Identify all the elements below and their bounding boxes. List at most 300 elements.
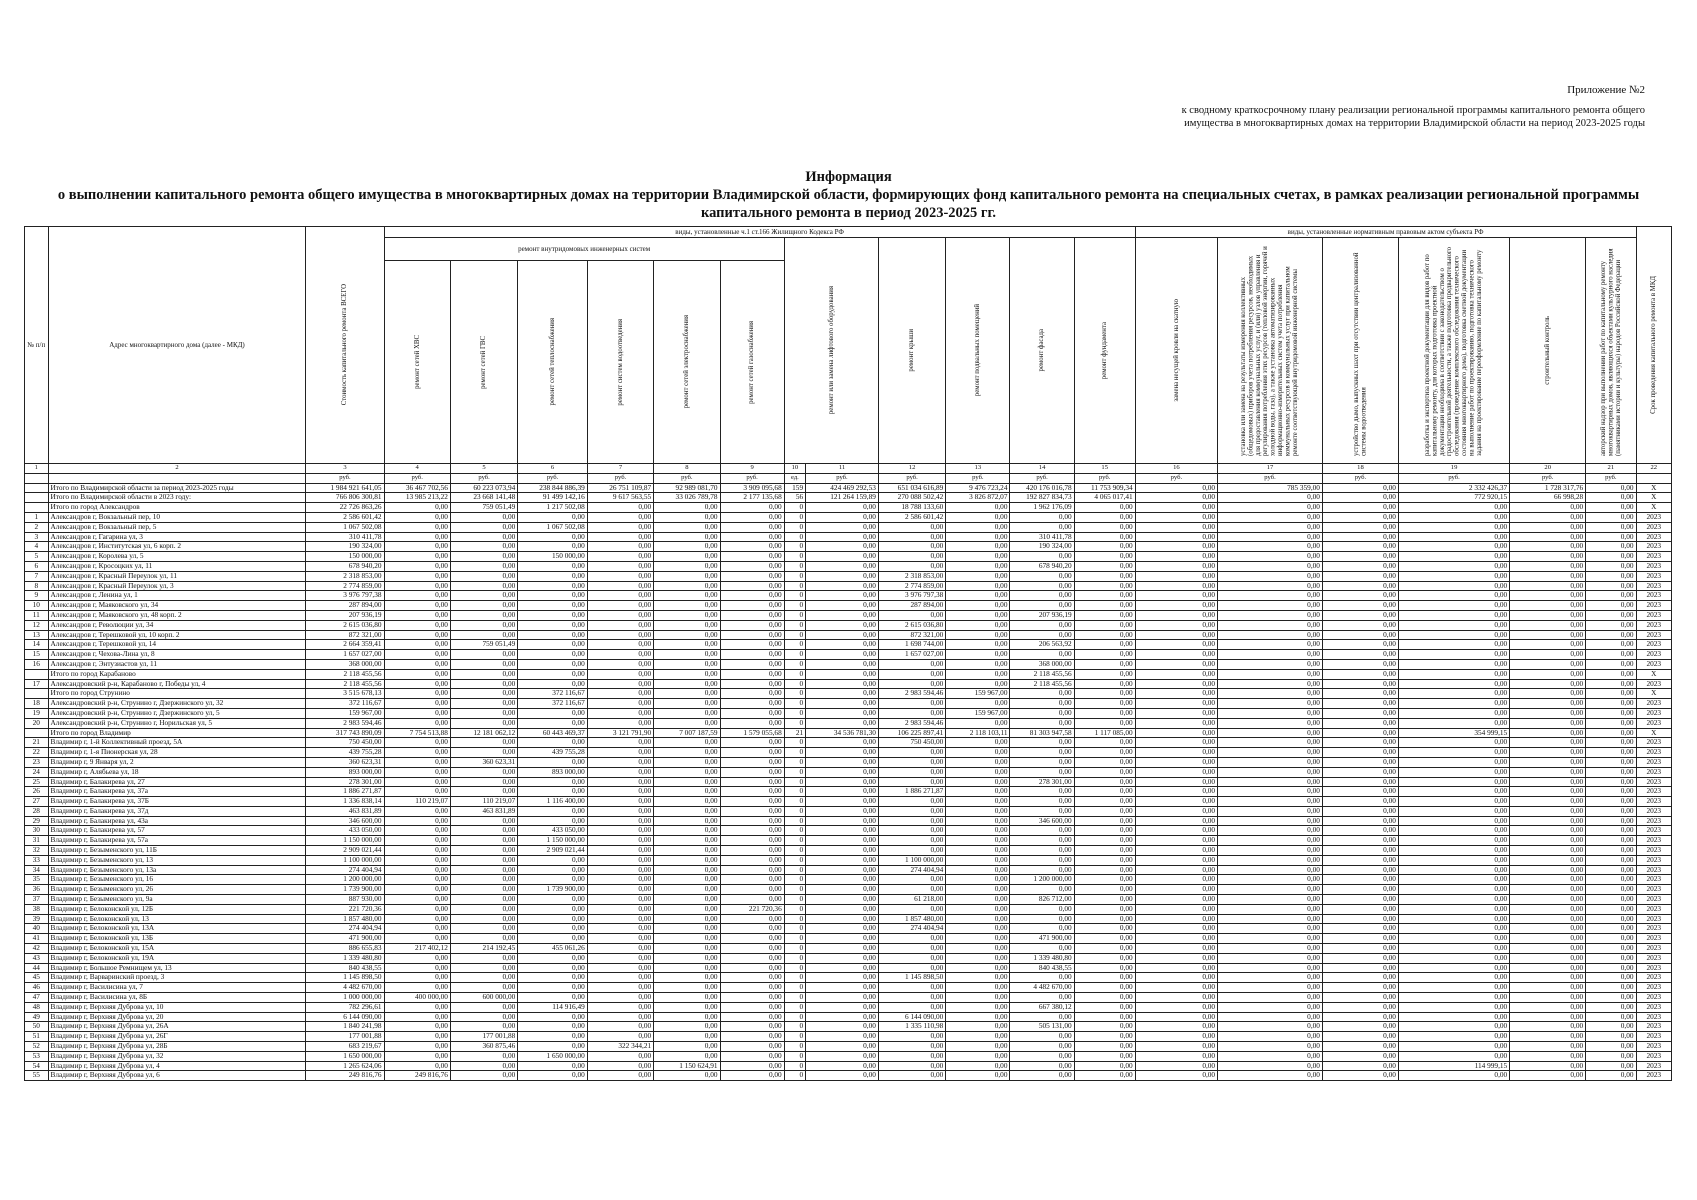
value-cell: 0,00 xyxy=(1586,924,1636,934)
value-cell: 0,00 xyxy=(1218,914,1323,924)
value-cell: 0,00 xyxy=(1322,728,1398,738)
row-number-cell: 55 xyxy=(25,1071,49,1081)
value-cell: 0,00 xyxy=(587,1022,653,1032)
value-cell: 0,00 xyxy=(806,924,879,934)
value-cell: 6 144 090,00 xyxy=(306,1012,384,1022)
row-number-cell: 42 xyxy=(25,944,49,954)
value-cell: 439 755,28 xyxy=(518,748,588,758)
value-cell: 0,00 xyxy=(946,1071,1010,1081)
value-cell: 0,00 xyxy=(518,757,588,767)
value-cell: 0,00 xyxy=(587,1061,653,1071)
value-cell: 0,00 xyxy=(450,836,517,846)
value-cell: 0,00 xyxy=(1398,630,1509,640)
value-cell: 0,00 xyxy=(1218,953,1323,963)
value-cell: 2 983 594,46 xyxy=(878,718,945,728)
row-number-cell: 16 xyxy=(25,659,49,669)
value-cell: 2023 xyxy=(1636,630,1671,640)
value-cell: 346 600,00 xyxy=(1010,816,1074,826)
value-cell: 2023 xyxy=(1636,885,1671,895)
value-cell: 0,00 xyxy=(1586,885,1636,895)
value-cell: 0,00 xyxy=(450,953,517,963)
value-cell: 2 774 859,00 xyxy=(878,581,945,591)
value-cell: 0,00 xyxy=(1586,561,1636,571)
value-cell: 0,00 xyxy=(720,914,784,924)
value-cell: 0,00 xyxy=(587,787,653,797)
value-cell: 0,00 xyxy=(1586,914,1636,924)
value-cell: 0,00 xyxy=(1510,748,1586,758)
value-cell: 0,00 xyxy=(1010,601,1074,611)
value-cell: 0,00 xyxy=(450,659,517,669)
value-cell: 0,00 xyxy=(1398,826,1509,836)
value-cell: 439 755,28 xyxy=(306,748,384,758)
value-cell: 0,00 xyxy=(1010,806,1074,816)
value-cell: 0,00 xyxy=(1010,767,1074,777)
value-cell: 0,00 xyxy=(1398,993,1509,1003)
address-cell: Владимир г, Василисина ул, 7 xyxy=(48,983,306,993)
value-cell: 1 200 000,00 xyxy=(306,875,384,885)
value-cell: 0,00 xyxy=(946,944,1010,954)
header-group-regional: виды, установленные нормативным правовым актом субъекта РФ xyxy=(1135,227,1636,238)
row-number-cell: 10 xyxy=(25,601,49,611)
value-cell: 0,00 xyxy=(878,532,945,542)
value-cell: 0,00 xyxy=(1218,1032,1323,1042)
value-cell: 81 303 947,58 xyxy=(1010,728,1074,738)
value-cell: 1 857 480,00 xyxy=(306,914,384,924)
table-row xyxy=(25,993,1672,1003)
value-cell: 0,00 xyxy=(806,846,879,856)
value-cell: 177 001,88 xyxy=(450,1032,517,1042)
value-cell: 0,00 xyxy=(1218,1022,1323,1032)
value-cell: 683 219,67 xyxy=(306,1042,384,1052)
value-cell: 0,00 xyxy=(654,561,720,571)
value-cell: 1 335 110,98 xyxy=(878,1022,945,1032)
total-row xyxy=(25,669,1672,679)
value-cell: 0,00 xyxy=(1074,1022,1135,1032)
value-cell: 0,00 xyxy=(878,561,945,571)
value-cell: 0,00 xyxy=(1398,944,1509,954)
address-cell: Итого по город Александров xyxy=(48,503,306,513)
value-cell: 0,00 xyxy=(518,1061,588,1071)
value-cell: 0 xyxy=(784,806,805,816)
value-cell: 0 xyxy=(784,855,805,865)
value-cell: 0,00 xyxy=(587,1051,653,1061)
value-cell: 0,00 xyxy=(946,846,1010,856)
value-cell: 0,00 xyxy=(587,904,653,914)
value-cell: 1 100 000,00 xyxy=(306,855,384,865)
value-cell: 0 xyxy=(784,787,805,797)
document-subtitle: о выполнении капитального ремонта общего имущества в многоквартирных домах на территории Владимирской области, формирующих фонд капитального ремонта на специальных счетах, в рамках реализации региональной программы капитального ремонта в период 2023-2025 гг. xyxy=(57,187,1640,221)
table-row xyxy=(25,797,1672,807)
value-cell: 0,00 xyxy=(1010,1071,1074,1081)
value-cell: 0,00 xyxy=(1074,846,1135,856)
value-cell: 0,00 xyxy=(1322,797,1398,807)
value-cell: 424 469 292,53 xyxy=(806,483,879,493)
value-cell: 354 999,15 xyxy=(1398,728,1509,738)
value-cell: 0,00 xyxy=(1398,591,1509,601)
value-cell: 177 001,88 xyxy=(306,1032,384,1042)
value-cell: 0,00 xyxy=(1398,1012,1509,1022)
value-cell: 0,00 xyxy=(1218,1051,1323,1061)
value-cell: 7 007 187,59 xyxy=(654,728,720,738)
row-number-cell: 34 xyxy=(25,865,49,875)
value-cell: 0,00 xyxy=(384,983,450,993)
value-cell: 0,00 xyxy=(1586,777,1636,787)
value-cell: 0,00 xyxy=(946,699,1010,709)
value-cell: 0,00 xyxy=(654,699,720,709)
value-cell: 0,00 xyxy=(587,542,653,552)
value-cell: 114 999,15 xyxy=(1398,1061,1509,1071)
value-cell: 0,00 xyxy=(878,875,945,885)
table-row xyxy=(25,1042,1672,1052)
value-cell: 0,00 xyxy=(587,512,653,522)
value-cell: X xyxy=(1636,493,1671,503)
value-cell: 0,00 xyxy=(1135,855,1217,865)
column-unit xyxy=(48,473,306,483)
value-cell: 0,00 xyxy=(1586,963,1636,973)
table-row xyxy=(25,846,1672,856)
value-cell: 0,00 xyxy=(587,532,653,542)
value-cell: 2023 xyxy=(1636,650,1671,660)
value-cell: 0,00 xyxy=(1074,640,1135,650)
value-cell: 0,00 xyxy=(1074,630,1135,640)
value-cell: 0,00 xyxy=(806,718,879,728)
value-cell: 0,00 xyxy=(946,993,1010,1003)
value-cell: 0,00 xyxy=(654,787,720,797)
column-unit xyxy=(1636,473,1671,483)
value-cell: 0,00 xyxy=(450,1002,517,1012)
value-cell: 0,00 xyxy=(1218,895,1323,905)
value-cell: 0,00 xyxy=(1322,679,1398,689)
value-cell: 1 000 000,00 xyxy=(306,993,384,1003)
table-row xyxy=(25,953,1672,963)
value-cell: 2 318 853,00 xyxy=(878,571,945,581)
value-cell: 0,00 xyxy=(1510,640,1586,650)
value-cell: 0,00 xyxy=(1322,483,1398,493)
value-cell: 1 150 000,00 xyxy=(518,836,588,846)
value-cell: 0,00 xyxy=(1398,924,1509,934)
table-row xyxy=(25,895,1672,905)
value-cell: 0 xyxy=(784,846,805,856)
value-cell: 3 909 095,68 xyxy=(720,483,784,493)
header-col-16 xyxy=(1135,238,1217,464)
value-cell: 2023 xyxy=(1636,699,1671,709)
value-cell: 0,00 xyxy=(1398,1032,1509,1042)
value-cell: 2023 xyxy=(1636,659,1671,669)
value-cell: 0,00 xyxy=(384,659,450,669)
table-row xyxy=(25,748,1672,758)
value-cell: 0,00 xyxy=(587,757,653,767)
value-cell: 0,00 xyxy=(878,767,945,777)
value-cell: 2023 xyxy=(1636,571,1671,581)
value-cell: 2023 xyxy=(1636,953,1671,963)
value-cell: 0,00 xyxy=(1218,963,1323,973)
value-cell: 238 844 886,39 xyxy=(518,483,588,493)
value-cell: 0,00 xyxy=(587,944,653,954)
value-cell: 0,00 xyxy=(1586,601,1636,611)
value-cell: 2023 xyxy=(1636,855,1671,865)
header-col-12 xyxy=(878,238,945,464)
value-cell: 0,00 xyxy=(1074,1032,1135,1042)
value-cell: 0,00 xyxy=(654,816,720,826)
address-cell: Владимир г, Балакирева ул, 43а xyxy=(48,816,306,826)
table-row xyxy=(25,708,1672,718)
value-cell: 0,00 xyxy=(720,797,784,807)
value-cell: 0,00 xyxy=(1586,483,1636,493)
value-cell: 0,00 xyxy=(384,865,450,875)
address-cell: Владимир г, Балакирева ул, 27 xyxy=(48,777,306,787)
value-cell: 2 318 853,00 xyxy=(306,571,384,581)
value-cell: 207 936,19 xyxy=(1010,610,1074,620)
row-number-cell: 26 xyxy=(25,787,49,797)
value-cell: 0,00 xyxy=(946,650,1010,660)
value-cell: 0,00 xyxy=(946,777,1010,787)
value-cell: 0,00 xyxy=(1398,797,1509,807)
value-cell: 0,00 xyxy=(806,542,879,552)
value-cell: 6 144 090,00 xyxy=(878,1012,945,1022)
appendix-title: Приложение №2 xyxy=(1567,84,1645,96)
value-cell: 0,00 xyxy=(1135,1051,1217,1061)
value-cell: 0,00 xyxy=(384,816,450,826)
value-cell: 0,00 xyxy=(450,1022,517,1032)
value-cell: 0,00 xyxy=(1010,718,1074,728)
value-cell: 0,00 xyxy=(518,659,588,669)
address-cell: Владимир г, Белоконской ул, 13Б xyxy=(48,934,306,944)
value-cell: 0,00 xyxy=(1218,748,1323,758)
row-number-cell: 18 xyxy=(25,699,49,709)
value-cell: 0 xyxy=(784,757,805,767)
value-cell: 0,00 xyxy=(1510,885,1586,895)
value-cell: 0,00 xyxy=(587,591,653,601)
value-cell: 0,00 xyxy=(587,895,653,905)
row-number-cell: 29 xyxy=(25,816,49,826)
value-cell: 0,00 xyxy=(806,708,879,718)
value-cell: 0,00 xyxy=(1586,748,1636,758)
value-cell: 1 336 838,14 xyxy=(306,797,384,807)
value-cell: 0,00 xyxy=(1398,983,1509,993)
value-cell: 0,00 xyxy=(1135,483,1217,493)
total-row xyxy=(25,503,1672,513)
value-cell: 0,00 xyxy=(1135,1032,1217,1042)
table-row xyxy=(25,875,1672,885)
value-cell: 0,00 xyxy=(1398,855,1509,865)
value-cell: 0,00 xyxy=(1510,601,1586,611)
value-cell: 0,00 xyxy=(518,806,588,816)
value-cell: 0,00 xyxy=(1510,581,1586,591)
value-cell: 0,00 xyxy=(1322,816,1398,826)
value-cell: 0,00 xyxy=(1586,787,1636,797)
value-cell: 33 026 789,78 xyxy=(654,493,720,503)
value-cell: 0,00 xyxy=(518,924,588,934)
table-row xyxy=(25,1002,1672,1012)
value-cell: 0,00 xyxy=(1398,767,1509,777)
value-cell: 0,00 xyxy=(518,914,588,924)
value-cell: 0,00 xyxy=(1398,836,1509,846)
value-cell: 0,00 xyxy=(878,816,945,826)
value-cell: 0,00 xyxy=(518,708,588,718)
value-cell: 0,00 xyxy=(878,1032,945,1042)
value-cell: 0,00 xyxy=(720,806,784,816)
value-cell: 0,00 xyxy=(1135,1002,1217,1012)
value-cell: 1 265 624,06 xyxy=(306,1061,384,1071)
address-cell: Владимир г, 9 Января ул, 2 xyxy=(48,757,306,767)
value-cell: 0,00 xyxy=(1135,865,1217,875)
value-cell: 0,00 xyxy=(1586,1022,1636,1032)
header-group-federal: виды, установленные ч.1 ст.166 Жилищного Кодекса РФ xyxy=(384,227,1135,238)
value-cell: 0,00 xyxy=(1074,767,1135,777)
value-cell: 0,00 xyxy=(518,542,588,552)
value-cell: 0,00 xyxy=(1398,532,1509,542)
value-cell: 36 467 702,56 xyxy=(384,483,450,493)
value-cell: 0,00 xyxy=(1218,787,1323,797)
value-cell: 0,00 xyxy=(1322,630,1398,640)
value-cell: 0,00 xyxy=(518,650,588,660)
value-cell: 0 xyxy=(784,659,805,669)
value-cell: 0,00 xyxy=(806,983,879,993)
value-cell: 0,00 xyxy=(1586,993,1636,1003)
value-cell: 0,00 xyxy=(720,816,784,826)
row-number-cell xyxy=(25,493,49,503)
value-cell: 0,00 xyxy=(654,895,720,905)
value-cell: 0,00 xyxy=(384,718,450,728)
value-cell: 0,00 xyxy=(946,1061,1010,1071)
value-cell: 2 615 036,80 xyxy=(878,620,945,630)
value-cell: 0,00 xyxy=(587,689,653,699)
value-cell: 0,00 xyxy=(384,963,450,973)
value-cell: 0,00 xyxy=(1510,875,1586,885)
value-cell: 0,00 xyxy=(1398,718,1509,728)
value-cell: 0,00 xyxy=(384,561,450,571)
value-cell: 0,00 xyxy=(1586,532,1636,542)
value-cell: 190 324,00 xyxy=(306,542,384,552)
value-cell: 0,00 xyxy=(1010,855,1074,865)
value-cell: 0,00 xyxy=(1322,1012,1398,1022)
value-cell: 2023 xyxy=(1636,757,1671,767)
row-number-cell: 32 xyxy=(25,846,49,856)
column-number: 7 xyxy=(587,464,653,474)
column-unit: руб. xyxy=(654,473,720,483)
value-cell: 0,00 xyxy=(1586,542,1636,552)
value-cell: 0,00 xyxy=(1586,797,1636,807)
table-row xyxy=(25,620,1672,630)
value-cell: 0 xyxy=(784,620,805,630)
address-cell: Александров г, Ленина ул, 1 xyxy=(48,591,306,601)
value-cell: 13 985 213,22 xyxy=(384,493,450,503)
value-cell: 0,00 xyxy=(1510,1002,1586,1012)
value-cell: 0,00 xyxy=(1218,924,1323,934)
value-cell: 0,00 xyxy=(654,1042,720,1052)
value-cell: 0,00 xyxy=(1322,953,1398,963)
value-cell: 0,00 xyxy=(946,885,1010,895)
address-cell: Владимир г, Белоконской ул, 19А xyxy=(48,953,306,963)
value-cell: 0,00 xyxy=(1074,620,1135,630)
value-cell: 1 739 900,00 xyxy=(306,885,384,895)
value-cell: 0,00 xyxy=(1074,924,1135,934)
value-cell: 893 000,00 xyxy=(518,767,588,777)
value-cell: 0,00 xyxy=(1322,718,1398,728)
value-cell: 0,00 xyxy=(720,620,784,630)
value-cell: 0,00 xyxy=(1010,757,1074,767)
value-cell: 0,00 xyxy=(806,1032,879,1042)
column-number: 20 xyxy=(1510,464,1586,474)
value-cell: 1 217 502,08 xyxy=(518,503,588,513)
value-cell: 0,00 xyxy=(384,610,450,620)
value-cell: 2023 xyxy=(1636,806,1671,816)
value-cell: 0,00 xyxy=(1135,689,1217,699)
value-cell: 0,00 xyxy=(806,1012,879,1022)
column-unit xyxy=(25,473,49,483)
value-cell: 0 xyxy=(784,718,805,728)
value-cell: 0,00 xyxy=(384,1051,450,1061)
value-cell: 0 xyxy=(784,767,805,777)
value-cell: 0,00 xyxy=(1135,503,1217,513)
header-total-cost xyxy=(306,227,384,464)
value-cell: 21 xyxy=(784,728,805,738)
value-cell: 0,00 xyxy=(587,924,653,934)
value-cell: 0,00 xyxy=(1135,904,1217,914)
value-cell: 0,00 xyxy=(518,787,588,797)
value-cell: 0,00 xyxy=(1135,973,1217,983)
column-number: 19 xyxy=(1398,464,1509,474)
value-cell: 0,00 xyxy=(946,914,1010,924)
value-cell: 0,00 xyxy=(1510,610,1586,620)
value-cell: 0 xyxy=(784,924,805,934)
value-cell: 0,00 xyxy=(384,591,450,601)
value-cell: 0,00 xyxy=(1010,522,1074,532)
value-cell: 0,00 xyxy=(1398,865,1509,875)
address-cell: Владимир г, 1-й Коллективный проезд, 5А xyxy=(48,738,306,748)
value-cell: 0,00 xyxy=(587,718,653,728)
value-cell: 287 894,00 xyxy=(878,601,945,611)
value-cell: 0,00 xyxy=(1586,944,1636,954)
row-number-cell: 40 xyxy=(25,924,49,934)
address-cell: Александров г, Гагарина ул, 3 xyxy=(48,532,306,542)
value-cell: 2 118 455,56 xyxy=(306,669,384,679)
value-cell: 0,00 xyxy=(1322,875,1398,885)
value-cell: 2023 xyxy=(1636,836,1671,846)
row-number-cell: 39 xyxy=(25,914,49,924)
value-cell: 0,00 xyxy=(654,1071,720,1081)
value-cell: 368 000,00 xyxy=(1010,659,1074,669)
value-cell: 0,00 xyxy=(878,669,945,679)
value-cell: 0,00 xyxy=(1074,581,1135,591)
table-row xyxy=(25,1032,1672,1042)
value-cell: 2 909 021,44 xyxy=(306,846,384,856)
value-cell: 0,00 xyxy=(1074,659,1135,669)
value-cell: 0,00 xyxy=(1074,601,1135,611)
value-cell: 0,00 xyxy=(587,826,653,836)
value-cell: 0,00 xyxy=(450,865,517,875)
value-cell: 0,00 xyxy=(1586,718,1636,728)
value-cell: 0,00 xyxy=(518,738,588,748)
value-cell: 2 615 036,80 xyxy=(306,620,384,630)
value-cell: 1 067 502,08 xyxy=(306,522,384,532)
table-row xyxy=(25,924,1672,934)
address-cell: Владимир г, Верхняя Дуброва ул, 20 xyxy=(48,1012,306,1022)
value-cell: 23 668 141,48 xyxy=(450,493,517,503)
value-cell: 0,00 xyxy=(384,650,450,660)
value-cell: 2 774 859,00 xyxy=(306,581,384,591)
value-cell: 0 xyxy=(784,914,805,924)
column-number: 13 xyxy=(946,464,1010,474)
value-cell: 0,00 xyxy=(450,924,517,934)
value-cell: 0,00 xyxy=(518,904,588,914)
value-cell: 0 xyxy=(784,522,805,532)
value-cell: 0,00 xyxy=(518,1012,588,1022)
value-cell: 0,00 xyxy=(450,542,517,552)
table-row xyxy=(25,650,1672,660)
value-cell: 0,00 xyxy=(1586,934,1636,944)
value-cell: 0,00 xyxy=(878,699,945,709)
